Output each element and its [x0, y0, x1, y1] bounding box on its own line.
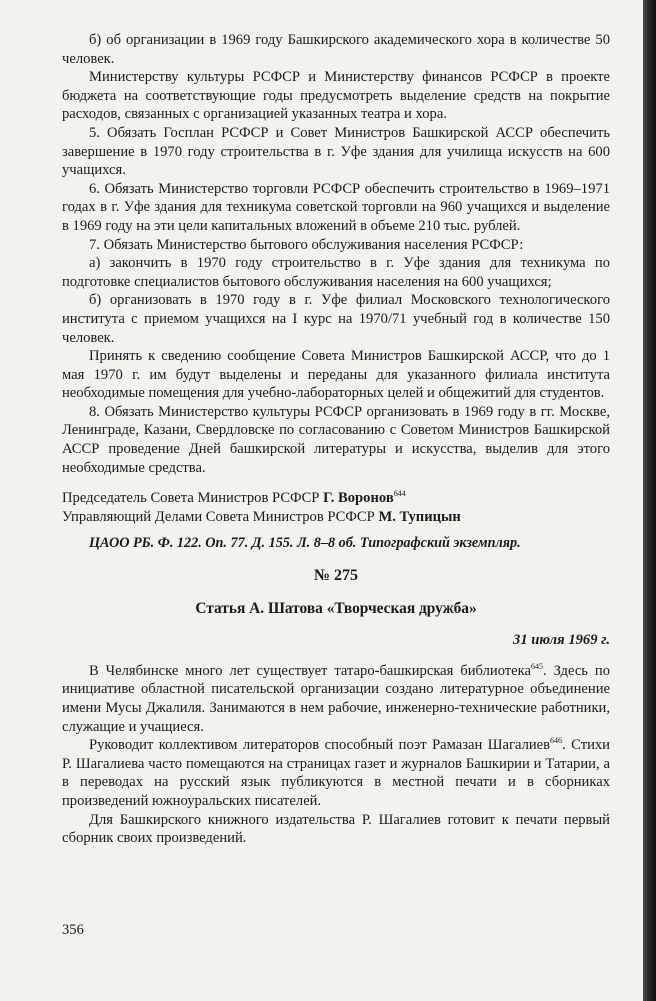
article-paragraph-2: Руководит коллективом литераторов способный поэт Рамазан Шагалиев$^{646}$. Стихи Р. Шагалиева часто помещаются на страницах газет и журналов Башкирии и Татарии, а в переводах на русский язык публикуются в местной печати и в сборниках произведений южноуральских писателей.: [62, 736, 610, 809]
paragraph-item-6: 6. Обязать Министерство торговли РСФСР обеспечить строительство в 1969–1971 годах в г. Уфе здания для техникума советской торговли на 960 учащихся и выделение в 1969 году на эти цели капитальных вложений в объеме 210 тыс. рублей.: [62, 180, 610, 234]
paragraph-item-7: 7. Обязать Министерство бытового обслуживания населения РСФСР:: [89, 236, 524, 253]
document-number: № 275: [313, 567, 359, 585]
article-paragraph-3: Для Башкирского книжного издательства Р. Шагалиев готовит к печати первый сборник своих произведений.: [62, 811, 610, 847]
page-text-block: [62, 31, 610, 848]
paragraph-note-council: Принять к сведению сообщение Совета Министров Башкирской АССР, что до 1 мая 1970 г. им будут выделены и переданы для указанного филиала института необходимые помещения для учебно-лабораторных целей и общежитий для студентов.: [62, 348, 610, 402]
paragraph-budget: Министерству культуры РСФСР и Министерству финансов РСФСР в проекте бюджета на соответствующие годы предусмотреть выделение средств на покрытие расходов, связанных с организацией указанных театра и хора.: [62, 69, 610, 123]
signature-manager-name: М. Тупицын: [378, 508, 461, 525]
paragraph-item-5: 5. Обязать Госплан РСФСР и Совет Министров Башкирской АССР обеспечить завершение в 1970 году строительства в г. Уфе здания для училища искусств на 600 учащихся.: [62, 124, 610, 179]
footnote-ref: 645: [531, 661, 544, 671]
paragraph-item-7b: б) организовать в 1970 году в г. Уфе филиал Московского технологического института с приемом учащихся на I курс на 1970/71 учебный год в количестве 150 человек.: [62, 292, 610, 346]
article-paragraph-1: В Челябинске много лет существует татаро-башкирская библиотека$^{645}$. Здесь по инициативе областной писательской организации создано литературное объединение имени Мусы Джалиля. Занимаются в нем рабочие, инженерно-технические работники, служащие и учащиеся.: [62, 661, 610, 735]
document-date: 31 июля 1969 г.: [513, 632, 610, 649]
book-edge: [643, 0, 656, 1001]
signature-manager: Управляющий Делами Совета Министров РСФСР М. Тупицын: [62, 508, 461, 525]
footnote-ref: 646: [550, 736, 563, 746]
signature-chairman-name: Г. Воронов: [323, 490, 394, 507]
paragraph-choir: б) об организации в 1969 году Башкирского академического хора в количестве 50 человек.: [62, 32, 610, 67]
page-number: 356: [62, 922, 84, 938]
paragraph-item-7a: а) закончить в 1970 году строительство в г. Уфе здания для техникума по подготовке специалистов бытового обслуживания населения на 600 учащихся;: [62, 255, 610, 290]
archive-reference: ЦАОО РБ. Ф. 122. Оп. 77. Д. 155. Л. 8–8 об. Типографский экземпляр.: [89, 535, 521, 552]
document-title: Статья А. Шатова «Творческая дружба»: [195, 599, 477, 617]
paragraph-item-8: 8. Обязать Министерство культуры РСФСР организовать в 1969 году в гг. Москве, Ленинграде, Казани, Свердловске по согласованию с Советом Министров Башкирской АССР проведение Дней башкирской литературы и искусства, выделив для этого необходимые средства.: [62, 403, 610, 476]
signature-chairman: Председатель Совета Министров РСФСР Г. Воронов$^{644}$: [62, 489, 406, 507]
footnote-ref: 644: [393, 489, 406, 499]
